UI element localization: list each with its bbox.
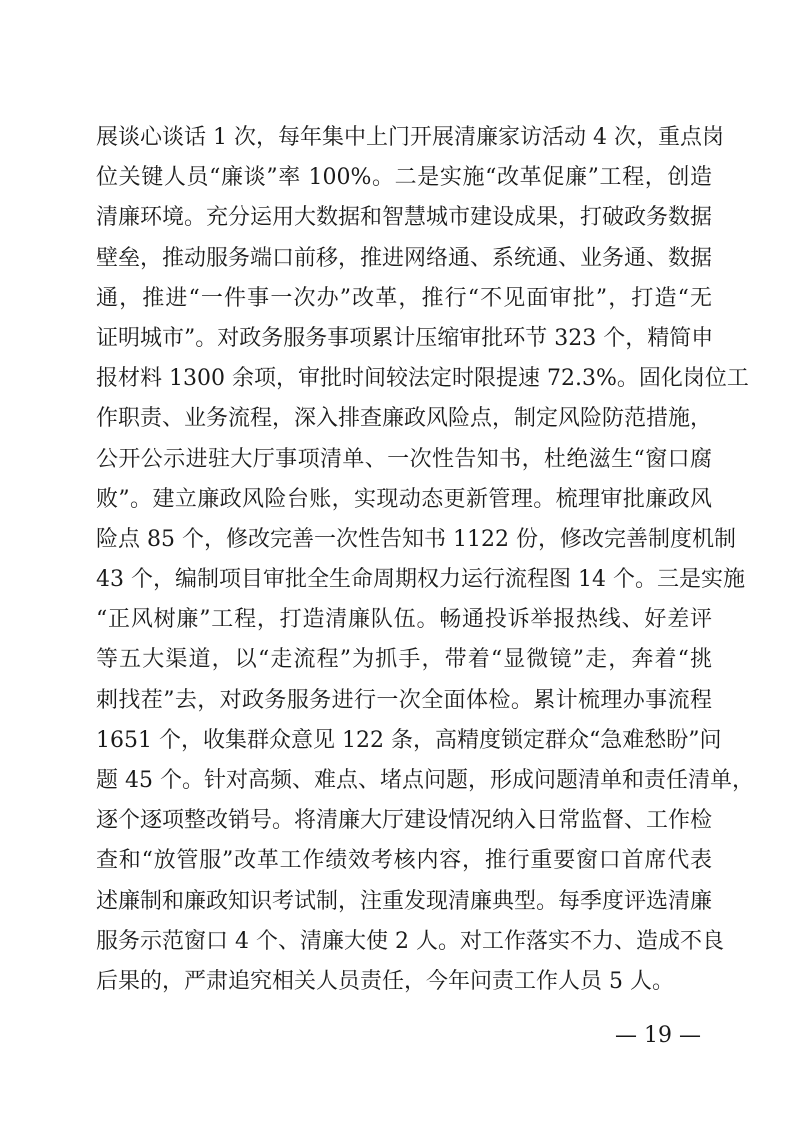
text-line: 43 个，编制项目审批全生命周期权力运行流程图 14 个。三是实施	[96, 567, 745, 593]
text-line: 1651 个，收集群众意见 122 条，高精度锁定群众“急难愁盼”问	[96, 727, 722, 753]
text-line: 服务示范窗口 4 个、清廉大使 2 人。对工作落实不力、造成不良	[96, 928, 724, 954]
text-line: 展谈心谈话 1 次，每年集中上门开展清廉家访活动 4 次，重点岗	[96, 125, 724, 150]
text-line: 报材料 1300 余项，审批时间较法定时限提速 72.3%。固化岗位工	[96, 366, 749, 392]
text-line: 查和“放管服”改革工作绩效考核内容，推行重要窗口首席代表	[96, 848, 712, 874]
text-line: 清廉环境。充分运用大数据和智慧城市建设成果，打破政务数据	[96, 205, 713, 231]
text-line: 述廉制和廉政知识考试制，注重发现清廉典型。每季度评选清廉	[96, 888, 713, 914]
text-line: 壁垒，推动服务端口前移，推进网络通、系统通、业务通、数据	[96, 245, 713, 271]
text-line: 等五大渠道，以“走流程”为抓手，带着“显微镜”走，奔着“挑	[96, 647, 712, 673]
text-line: 后果的，严肃追究相关人员责任，今年问责工作人员 5 人。	[96, 968, 674, 994]
page-number: — 19 —	[615, 1023, 701, 1048]
text-line: 逐个逐项整改销号。将清廉大厅建设情况纳入日常监督、工作检	[96, 808, 713, 834]
body-text	[96, 118, 754, 1002]
text-line: 公开公示进驻大厅事项清单、一次性告知书，杜绝滋生“窗口腐	[96, 446, 712, 472]
text-line: “正风树廉”工程，打造清廉队伍。畅通投诉举报热线、好差评	[96, 607, 712, 633]
text-line: 位关键人员“廉谈”率 100%。二是实施“改革促廉”工程，创造	[96, 165, 712, 191]
text-line: 作职责、业务流程，深入排查廉政风险点，制定风险防范措施，	[96, 406, 713, 432]
text-line: 败”。建立廉政风险台账，实现动态更新管理。梳理审批廉政风	[96, 486, 712, 512]
text-line: 证明城市”。对政务服务事项累计压缩审批环节 323 个，精简申	[96, 325, 714, 351]
text-line: 通，推进“一件事一次办”改革，推行“不见面审批”，打造“无	[96, 285, 712, 311]
text-line: 题 45 个。针对高频、难点、堵点问题，形成问题清单和责任清单，	[96, 768, 754, 793]
text-line: 险点 85 个，修改完善一次性告知书 1122 份，修改完善制度机制	[96, 526, 736, 552]
text-line: 刺找茬”去，对政务服务进行一次全面体检。累计梳理办事流程	[96, 687, 712, 713]
